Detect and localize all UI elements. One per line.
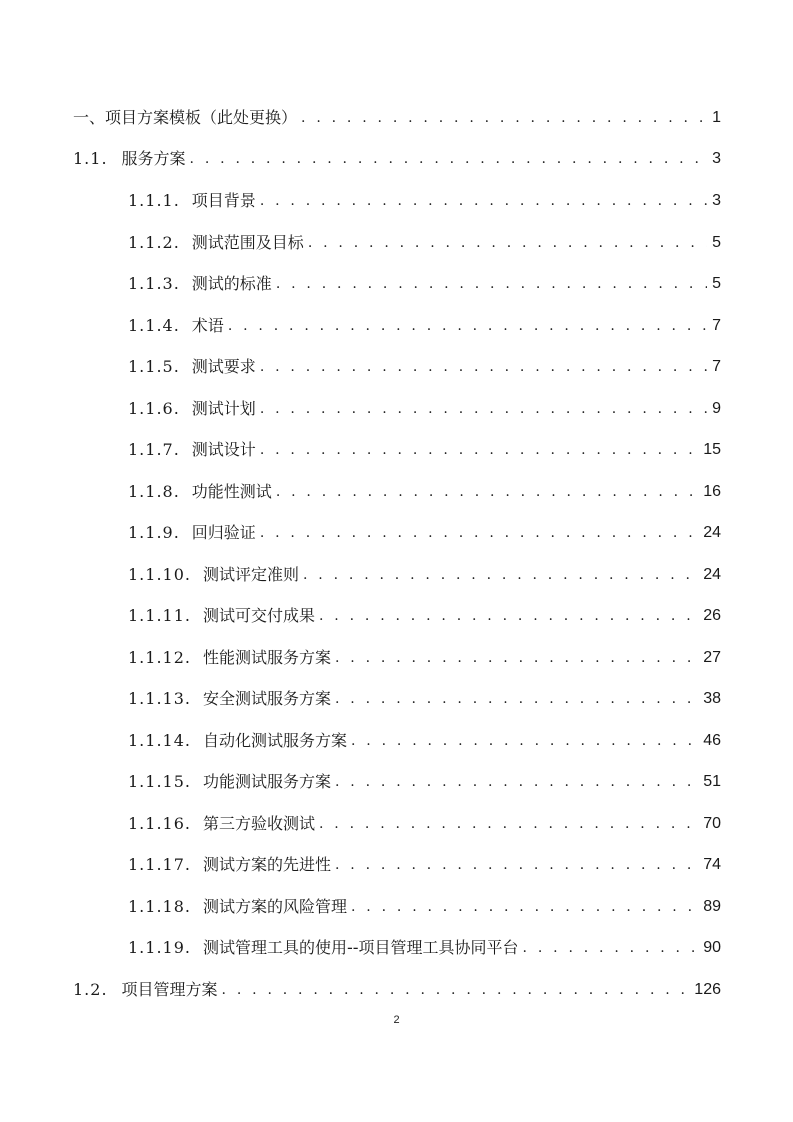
toc-entry-title: 测试要求 — [191, 357, 256, 376]
toc-entry-page: 24 — [703, 566, 721, 583]
toc-entry[interactable] — [128, 189, 721, 213]
toc-leader-dots — [276, 272, 707, 296]
toc-leader-dots — [260, 355, 707, 379]
toc-leader-dots — [335, 853, 699, 877]
toc-entry[interactable] — [128, 231, 721, 255]
toc-entry-number: 1.1.14. — [128, 731, 191, 750]
toc-entry-number: 1.1.5. — [128, 357, 180, 376]
toc-entry-number: 1.1.1. — [128, 191, 180, 210]
toc-entry-title: 自动化测试服务方案 — [202, 731, 347, 750]
toc-entry-title: 性能测试服务方案 — [202, 648, 331, 667]
toc-entry-title: 测试评定准则 — [202, 565, 299, 584]
toc-leader-dots — [190, 147, 707, 171]
toc-entry-number: 1.1.13. — [128, 689, 191, 708]
toc-entry-page: 24 — [703, 524, 721, 541]
toc-entry-title: 项目管理方案 — [121, 980, 218, 999]
toc-leader-dots — [276, 480, 699, 504]
toc-entry[interactable] — [128, 355, 721, 379]
toc-entry[interactable] — [73, 147, 721, 171]
toc-entry-number: 1.1.7. — [128, 440, 180, 459]
toc-entry-page: 3 — [712, 192, 721, 209]
toc-leader-dots — [351, 729, 699, 753]
toc-entry-title: 测试可交付成果 — [202, 606, 315, 625]
toc-entry-title: 测试范围及目标 — [191, 233, 304, 252]
toc-entry[interactable] — [128, 314, 721, 338]
toc-entry-page: 9 — [712, 400, 721, 417]
toc-entry-page: 90 — [703, 939, 721, 956]
toc-entry-number: 1.1.17. — [128, 855, 191, 874]
toc-entry[interactable] — [128, 563, 721, 587]
toc-entry-page: 5 — [712, 275, 721, 292]
page-number: 2 — [393, 1014, 400, 1026]
toc-entry-page: 74 — [703, 856, 721, 873]
toc-entry[interactable] — [128, 397, 721, 421]
toc-entry-title: 项目背景 — [191, 191, 256, 210]
toc-leader-dots — [319, 812, 699, 836]
toc-entry-number: 1.1.19. — [128, 938, 191, 957]
toc-leader-dots — [260, 189, 707, 213]
toc-entry-page: 3 — [712, 150, 721, 167]
toc-entry-title: 测试方案的风险管理 — [202, 897, 347, 916]
toc-entry-page: 16 — [703, 483, 721, 500]
toc-entry-number: 1.1. — [73, 149, 108, 168]
toc-entry[interactable] — [128, 480, 721, 504]
toc-leader-dots — [308, 231, 707, 255]
toc-entry-title: 功能测试服务方案 — [202, 772, 331, 791]
toc-entry-page: 7 — [712, 317, 721, 334]
toc-entry[interactable] — [128, 438, 721, 462]
toc-leader-dots — [335, 687, 699, 711]
toc-leader-dots — [301, 106, 707, 130]
toc-entry-title: 回归验证 — [191, 523, 256, 542]
toc-entry[interactable] — [128, 521, 721, 545]
toc-entry-title: 测试方案的先进性 — [202, 855, 331, 874]
toc-leader-dots — [260, 397, 707, 421]
toc-entry-number: 1.2. — [73, 980, 108, 999]
toc-entry-title: 安全测试服务方案 — [202, 689, 331, 708]
toc-entry-title: 测试计划 — [191, 399, 256, 418]
toc-entry-number: 1.1.8. — [128, 482, 180, 501]
toc-entry-page: 15 — [703, 441, 721, 458]
toc-leader-dots — [260, 521, 699, 545]
toc-entry-page: 26 — [703, 607, 721, 624]
toc-entry-title: 一、项目方案模板（此处更换） — [73, 108, 298, 127]
toc-entry[interactable] — [128, 895, 721, 919]
toc-entry-title: 服务方案 — [121, 149, 186, 168]
toc-entry-page: 27 — [703, 649, 721, 666]
toc-entry-page: 38 — [703, 690, 721, 707]
toc-entry-title: 测试设计 — [191, 440, 256, 459]
toc-entry[interactable] — [128, 272, 721, 296]
toc-entry-page: 5 — [712, 234, 721, 251]
toc-entry[interactable] — [73, 978, 721, 1002]
toc-entry-number: 1.1.6. — [128, 399, 180, 418]
toc-leader-dots — [319, 604, 699, 628]
toc-leader-dots — [260, 438, 699, 462]
toc-entry-title: 测试管理工具的使用--项目管理工具协同平台 — [202, 938, 519, 957]
toc-entry-page: 7 — [712, 358, 721, 375]
toc-entry[interactable] — [128, 604, 721, 628]
toc-entry[interactable] — [128, 687, 721, 711]
toc-entry[interactable] — [128, 646, 721, 670]
toc-entry-number: 1.1.16. — [128, 814, 191, 833]
toc-entry[interactable] — [128, 812, 721, 836]
toc-leader-dots — [335, 770, 699, 794]
toc-entry-number: 1.1.3. — [128, 274, 180, 293]
toc-entry-page: 46 — [703, 732, 721, 749]
toc-entry[interactable] — [128, 936, 721, 960]
toc-entry[interactable] — [73, 106, 721, 130]
toc-entry-number: 1.1.15. — [128, 772, 191, 791]
toc-entry-number: 1.1.9. — [128, 523, 180, 542]
toc-leader-dots — [303, 563, 699, 587]
toc-entry-number: 1.1.12. — [128, 648, 191, 667]
toc-entry[interactable] — [128, 770, 721, 794]
toc-entry-title: 功能性测试 — [191, 482, 272, 501]
toc-leader-dots — [523, 936, 700, 960]
toc-entry-page: 70 — [703, 815, 721, 832]
toc-entry-page: 51 — [703, 773, 721, 790]
toc-entry-number: 1.1.18. — [128, 897, 191, 916]
toc-entry-number: 1.1.10. — [128, 565, 191, 584]
toc-entry[interactable] — [128, 729, 721, 753]
toc-entry-page: 126 — [694, 981, 721, 998]
toc-leader-dots — [228, 314, 707, 338]
toc-entry-title: 术语 — [191, 316, 224, 335]
toc-entry-title: 测试的标准 — [191, 274, 272, 293]
toc-entry-page: 1 — [712, 109, 721, 126]
toc-entry-page: 89 — [703, 898, 721, 915]
toc-leader-dots — [335, 646, 699, 670]
toc-entry[interactable] — [128, 853, 721, 877]
toc-entry-title: 第三方验收测试 — [202, 814, 315, 833]
toc-leader-dots — [351, 895, 699, 919]
toc-leader-dots — [222, 978, 691, 1002]
toc-entry-number: 1.1.4. — [128, 316, 180, 335]
toc-entry-number: 1.1.11. — [128, 606, 191, 625]
toc-entry-number: 1.1.2. — [128, 233, 180, 252]
